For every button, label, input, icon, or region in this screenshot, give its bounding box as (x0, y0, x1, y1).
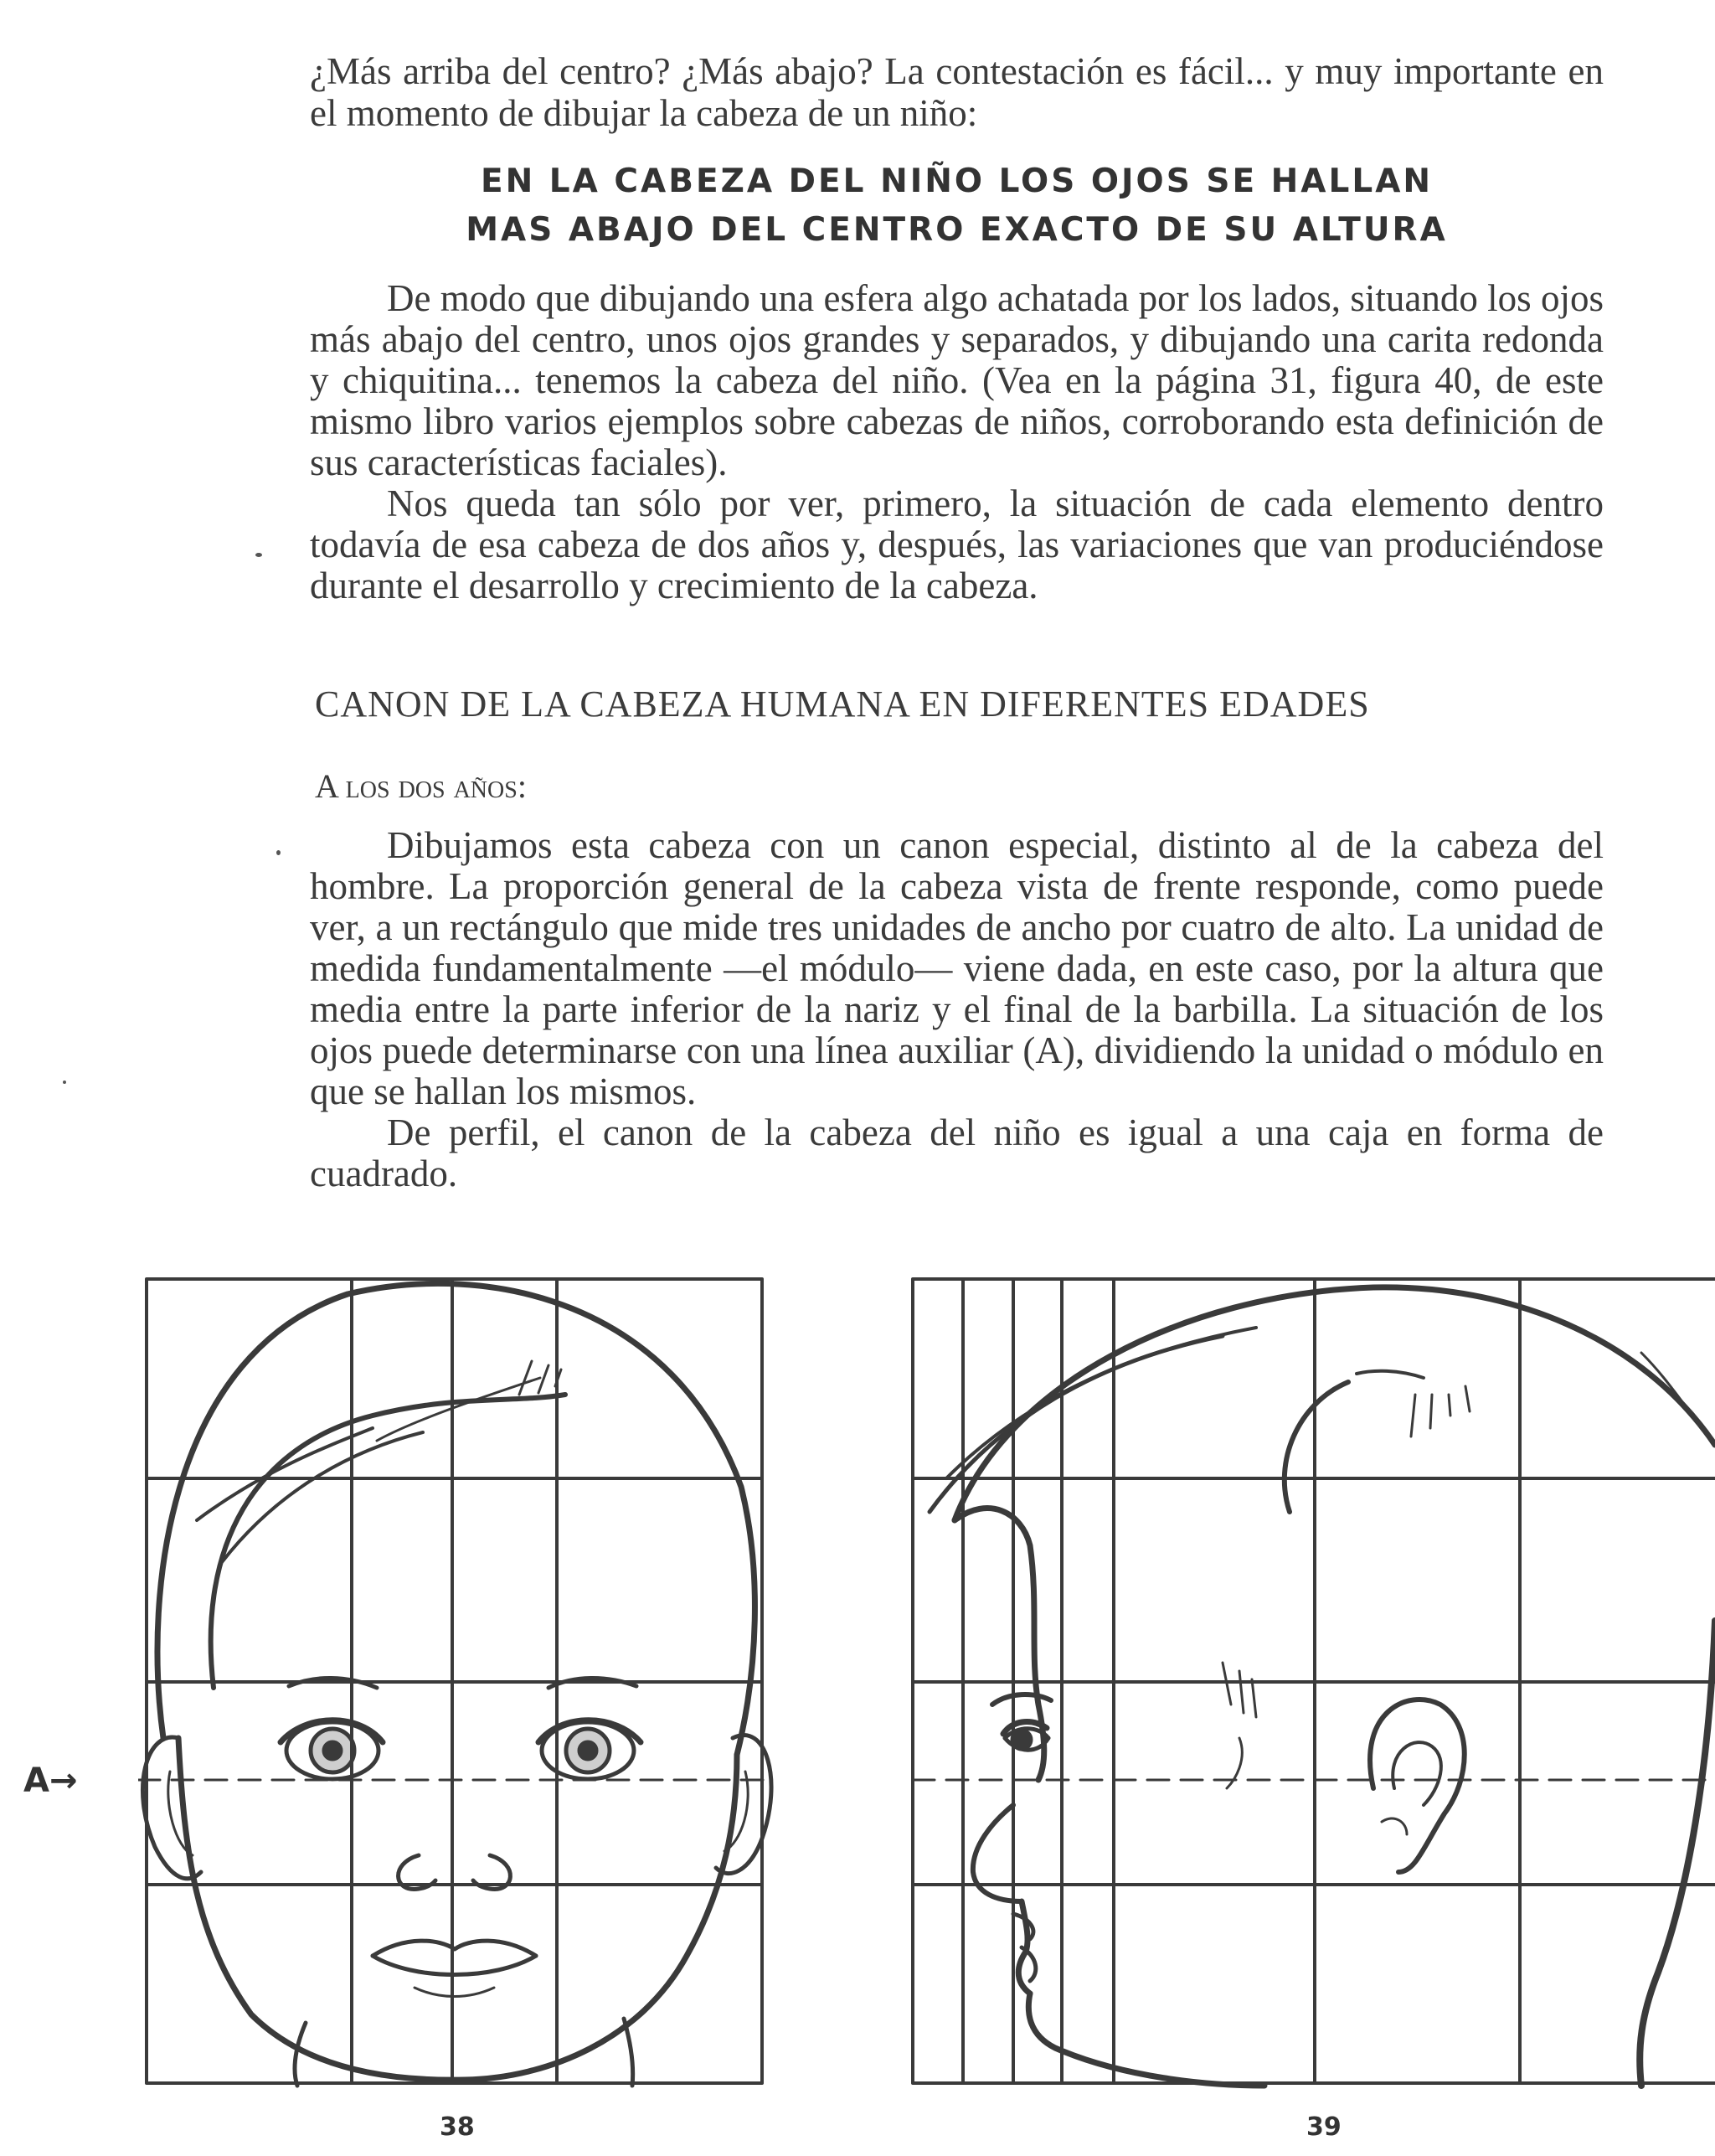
profile-ear (1370, 1700, 1465, 1872)
print-speck (255, 553, 262, 557)
profile-cheek-line (1223, 1663, 1256, 1788)
print-speck (63, 1081, 66, 1084)
print-speck (276, 850, 281, 855)
auxiliary-line-label (23, 1761, 77, 1800)
body-paragraphs (310, 278, 1604, 606)
subsection-title: A los dos años: (315, 767, 527, 805)
child-head-front-illustration (138, 1269, 775, 2094)
figure-number-39: 39 (1306, 2112, 1342, 2142)
front-eyes (281, 1720, 641, 1779)
child-head-profile-illustration (904, 1269, 1715, 2094)
front-mouth (373, 1941, 536, 1996)
paragraph-2: Nos queda tan sólo por ver, primero, la situación de cada elemento dentro todavía de esa cabeza de dos años y, después, las variaciones que van produciéndose durante el desarrollo y crecimiento de la cabeza. (310, 482, 1604, 606)
front-ears (142, 1736, 771, 1879)
marker-a: A (23, 1761, 49, 1800)
front-grid (147, 1279, 762, 2083)
headline-line-2: MAS ABAJO DEL CENTRO EXACTO DE SU ALTURA (466, 211, 1448, 249)
canon-paragraph-2: De perfil, el canon de la cabeza del niño es igual a una caja en forma de cuadrado. (310, 1112, 1604, 1194)
paragraph-1: De modo que dibujando una esfera algo achatada por los lados, situando los ojos más abajo del centro, unos ojos grandes y separados, y dibujando una carita redonda y chiquitina... tenemos la cabeza del niño. (Vea en la página 31, figura 40, de este mismo libro varios ejemplos sobre cabezas de niños, corroborando esta definición de sus características faciales). (310, 277, 1604, 483)
profile-hair (930, 1328, 1683, 1512)
headline (310, 157, 1604, 255)
profile-head-outline (955, 1287, 1715, 2086)
canon-paragraphs (310, 825, 1604, 1194)
headline-line-1: EN LA CABEZA DEL NIÑO LOS OJOS SE HALLAN (480, 162, 1434, 200)
intro-paragraph (310, 50, 1604, 134)
arrow-right-icon: → (49, 1761, 78, 1800)
canon-paragraph-1: Dibujamos esta cabeza con un canon especial, distinto al de la cabeza del hombre. La proporción general de la cabeza vista de frente responde, como puede ver, a un rectángulo que mide tres unidades de ancho por cuatro de alto. La unidad de medida fundamentalmente —el módulo— viene dada, en este caso, por la altura que media entre la parte inferior de la nariz y el final de la barbilla. La situación de los ojos puede determinarse con una línea auxiliar (A), dividiendo la unidad o módulo en que se hallan los mismos. (310, 824, 1604, 1112)
intro-text: ¿Más arriba del centro? ¿Más abajo? La contestación es fácil... y muy importante en el momento de dibujar la cabeza de un niño: (310, 50, 1604, 134)
section-title: CANON DE LA CABEZA HUMANA EN DIFERENTES EDADES (315, 683, 1370, 725)
figure-number-38: 38 (440, 2112, 475, 2142)
